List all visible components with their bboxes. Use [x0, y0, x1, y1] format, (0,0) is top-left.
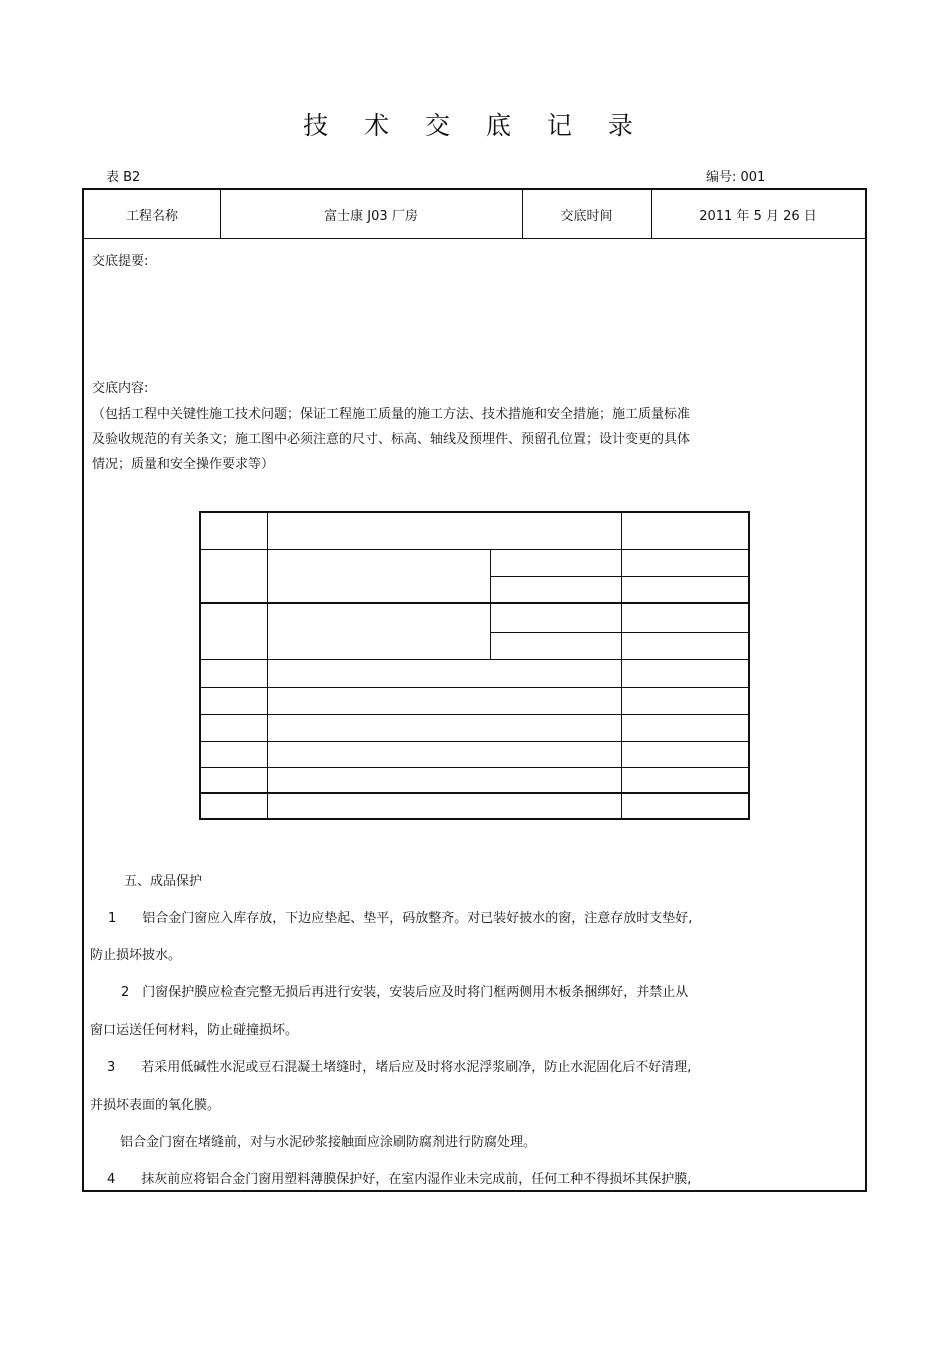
content-description-line: （包括工程中关键性施工技术问题；保证工程施工质量的施工方法、技术措施和安全措施；施工质量标准: [92, 407, 691, 422]
content-description-line: 情况；质量和安全操作要求等）: [92, 457, 275, 472]
project-name-label: 工程名称: [125, 209, 178, 224]
briefing-time-value: 2011 年 5 月 26 日: [699, 209, 817, 224]
paragraph-line: 3 若采用低碱性水泥或豆石混凝土堵缝时，堵后应及时将水泥浮浆刷净，防止水泥固化后不好清理,: [94, 1060, 692, 1075]
empty-grid-table: [199, 511, 750, 820]
project-name-value: 富士康 J03 厂房: [324, 209, 418, 224]
briefing-time-label: 交底时间: [560, 209, 613, 224]
paragraph-line: 4 抹灰前应将铝合金门窗用塑料薄膜保护好，在室内湿作业未完成前，任何工种不得损坏其保护膜,: [94, 1172, 692, 1187]
paragraph-line: 防止损坏披水。: [90, 948, 182, 963]
grid-line: [201, 687, 748, 688]
grid-line: [490, 549, 491, 659]
grid-line: [201, 602, 748, 604]
document-title: 技 术 交 底 记 录: [303, 111, 647, 140]
serial-number: 编号: 001: [706, 170, 766, 185]
grid-line: [267, 513, 268, 818]
form-code: 表 B2: [106, 170, 141, 185]
grid-line: [201, 549, 748, 550]
content-label: 交底内容:: [92, 381, 149, 396]
grid-line: [201, 767, 748, 768]
grid-line: [621, 513, 622, 818]
grid-line: [490, 632, 748, 633]
grid-line: [201, 714, 748, 715]
header-divider: [84, 238, 865, 239]
paragraph-line: 铝合金门窗在堵缝前，对与水泥砂浆接触面应涂刷防腐剂进行防腐处理。: [94, 1135, 537, 1150]
content-description-line: 及验收规范的有关条文；施工图中必须注意的尺寸、标高、轴线及预埋件、预留孔位置；设计变更的具体: [92, 432, 691, 447]
paragraph-line: 2 门窗保护膜应检查完整无损后再进行安装，安装后应及时将门框两侧用木板条捆绑好，并禁止从: [108, 985, 689, 1000]
grid-line: [201, 792, 748, 794]
summary-label: 交底提要:: [92, 254, 149, 269]
paragraph-line: 1 铝合金门窗应入库存放，下边应垫起、垫平，码放整齐。对已装好披水的窗，注意存放时支垫好,: [108, 911, 693, 926]
paragraph-line: 并损坏表面的氧化膜。: [90, 1098, 221, 1113]
section-heading: 五、成品保护: [124, 874, 203, 889]
grid-line: [201, 659, 748, 660]
paragraph-line: 窗口运送任何材料，防止碰撞损坏。: [90, 1023, 299, 1038]
grid-line: [490, 576, 748, 577]
grid-line: [201, 741, 748, 742]
